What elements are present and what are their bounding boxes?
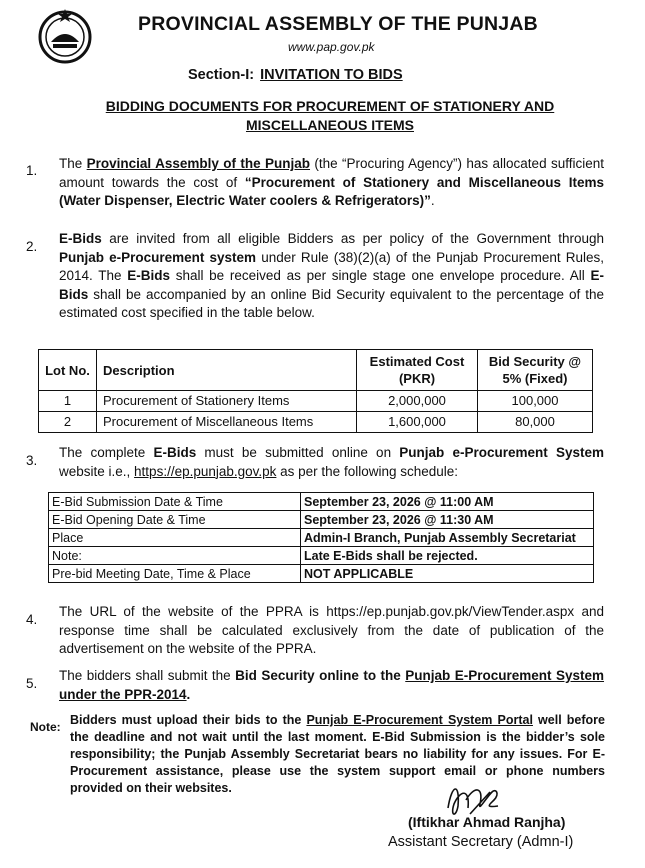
ebids-term: E-Bids [59, 231, 102, 246]
para-3-number: 3. [26, 453, 38, 468]
ebids-term: E-Bids [127, 268, 170, 283]
lot-table [38, 349, 593, 433]
procuring-agency-name: Provincial Assembly of the Punjab [86, 156, 311, 171]
note-text [70, 712, 605, 797]
para-5-number: 5. [26, 676, 38, 691]
para-3 [59, 444, 604, 481]
schedule-value: September 23, 2026 @ 11:00 AM [301, 493, 594, 511]
page-title: PROVINCIAL ASSEMBLY OF THE PUNJAB [138, 13, 538, 35]
schedule-value: NOT APPLICABLE [301, 565, 594, 583]
schedule-label: Pre-bid Meeting Date, Time & Place [49, 565, 301, 583]
header-lot: Lot No. [39, 350, 97, 391]
signatory-name: (Iftikhar Ahmad Ranjha) [408, 814, 566, 830]
table-row [49, 565, 594, 583]
para-2-text: are invited from all eligible Bidders as per policy of the Government through [101, 231, 604, 246]
schedule-table [48, 492, 594, 583]
lot-description: Procurement of Stationery Items [97, 391, 357, 412]
header-estimated-cost: Estimated Cost (PKR) [357, 350, 478, 391]
schedule-value: September 23, 2026 @ 11:30 AM [301, 511, 594, 529]
para-1-number: 1. [26, 163, 38, 178]
table-row [49, 529, 594, 547]
schedule-label: Place [49, 529, 301, 547]
note-body: Bidders must upload their bids to the [70, 713, 307, 727]
bid-security: 80,000 [478, 412, 593, 433]
lot-number: 2 [39, 412, 97, 433]
para-1-text: (the “Procuring Agency”) has allocated sufficient amount towards the cost of [59, 156, 604, 190]
para-5-text: . [186, 686, 191, 702]
section-heading [188, 67, 403, 83]
para-2-text: shall be accompanied by an online Bid Security equivalent to the percentage of the estimated cost specified in the table below. [59, 286, 604, 320]
table-row [49, 511, 594, 529]
schedule-label: E-Bid Opening Date & Time [49, 511, 301, 529]
eprocurement-portal-link[interactable]: Punjab E-Procurement System Portal [306, 713, 533, 727]
header-description: Description [97, 350, 357, 391]
lot-number: 1 [39, 391, 97, 412]
para-1-text: The [59, 156, 87, 171]
assembly-logo-icon [36, 6, 94, 64]
table-row [39, 391, 593, 412]
estimated-cost: 1,600,000 [357, 412, 478, 433]
para-2-text: under Rule (38)(2)(a) of the Punjab Procurement Rules, 2014. The [59, 249, 604, 283]
para-2 [59, 230, 604, 323]
note-label: Note: [30, 720, 61, 734]
para-3-text: as per the following schedule: [276, 463, 459, 479]
website-url[interactable]: www.pap.gov.pk [288, 40, 375, 54]
procurement-system-name: Punjab e-Procurement System [399, 445, 604, 460]
lot-description: Procurement of Miscellaneous Items [97, 412, 357, 433]
para-1-text: . [430, 193, 435, 208]
ebids-term: E-Bids [59, 268, 604, 302]
ebids-term: E-Bids [153, 445, 197, 460]
table-row [49, 493, 594, 511]
punjab-eprocurement-link[interactable]: Punjab E-Procurement System under the PPR-2014 [59, 668, 605, 702]
table-row [39, 412, 593, 433]
signatory-designation: Assistant Secretary (Admn-I) [388, 834, 574, 850]
para-5 [59, 667, 604, 704]
para-3-text: must be submitted online on [196, 445, 400, 460]
schedule-value: Admin-I Branch, Punjab Assembly Secretariat [301, 529, 594, 547]
para-4-number: 4. [26, 612, 38, 627]
schedule-label: E-Bid Submission Date & Time [49, 493, 301, 511]
bid-security: 100,000 [478, 391, 593, 412]
schedule-label: Note: [49, 547, 301, 565]
procurement-items: “Procurement of Stationery and Miscellaneous Items (Water Dispenser, Electric Water coolers & Refrigerators)” [59, 174, 604, 208]
para-2-text: shall be received as per single stage one envelope procedure. All [169, 268, 591, 283]
table-row [49, 547, 594, 565]
table-header-row [39, 350, 593, 391]
schedule-value: Late E-Bids shall be rejected. [301, 547, 594, 565]
note-body: well before the deadline and not wait until the last moment. E-Bid Submission is the bidder’s sole responsibility; the Punjab Assembly Secretariat bears no liability for any issues. For E-Procurement assistance, please use the system support email or phone numbers provided on their websites. [70, 713, 605, 795]
eprocurement-link[interactable]: https://ep.punjab.gov.pk [134, 463, 277, 479]
procurement-system-name: Punjab e-Procurement system [59, 249, 257, 265]
header-bid-security: Bid Security @ 5% (Fixed) [478, 350, 593, 391]
para-2-number: 2. [26, 239, 38, 254]
para-4: The URL of the website of the PPRA is https://ep.punjab.gov.pk/ViewTender.aspx and response time shall be calculated exclusively from the date of publication of the advertisement on the website of the PPRA. [59, 604, 604, 656]
estimated-cost: 2,000,000 [357, 391, 478, 412]
para-1 [59, 155, 604, 211]
para-3-text: website i.e., [59, 463, 135, 479]
section-title: INVITATION TO BIDS [260, 67, 403, 83]
bid-security-online: Bid Security online to the [235, 668, 406, 683]
document-subtitle: BIDDING DOCUMENTS FOR PROCUREMENT OF STATIONERY AND MISCELLANEOUS ITEMS [105, 98, 555, 133]
para-3-text: The complete [59, 445, 154, 460]
para-5-text: The bidders shall submit the [59, 668, 236, 683]
section-label: Section-I: [188, 67, 255, 83]
